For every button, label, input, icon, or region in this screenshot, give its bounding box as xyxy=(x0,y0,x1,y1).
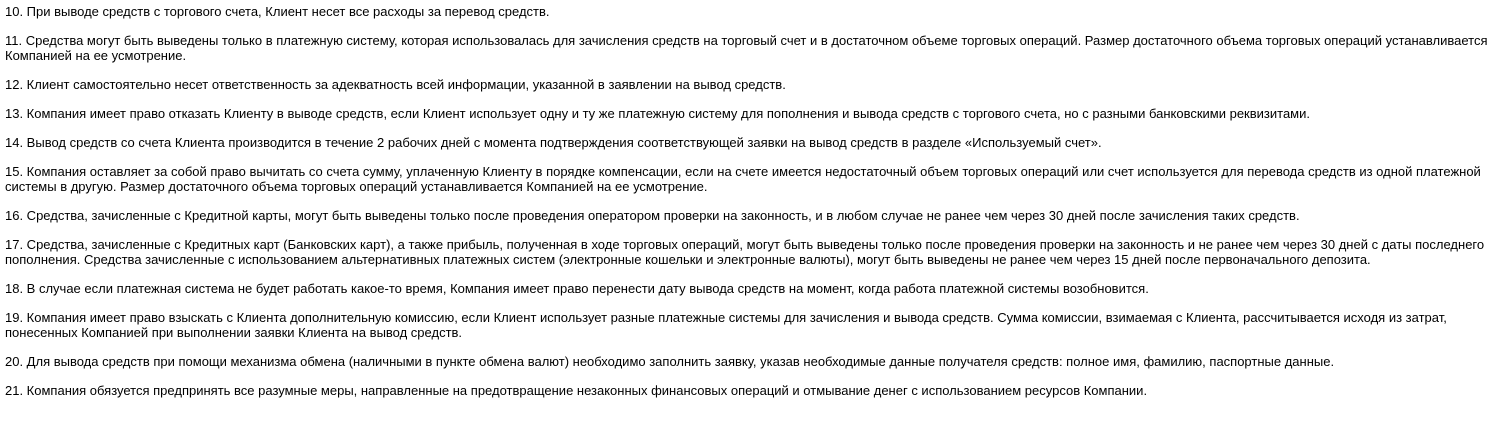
clause-17: 17. Средства, зачисленные с Кредитных карт (Банковских карт), а также прибыль, полученная в ходе торговых операций, могут быть выведены только после проведения проверки на законность и не ранее чем через 30 дней с даты последнего пополнения. Средства зачисленные с использованием альтернативных платежных систем (электронные кошельки и электронные валюты), могут быть выведены не ранее чем через 15 дней после первоначального депозита. xyxy=(5,237,1485,267)
clause-13: 13. Компания имеет право отказать Клиенту в выводе средств, если Клиент использует одну и ту же платежную систему для пополнения и вывода средств с торгового счета, но с разными банковскими реквизитами. xyxy=(5,106,1310,121)
clause-14: 14. Вывод средств со счета Клиента производится в течение 2 рабочих дней с момента подтверждения соответствующей заявки на вывод средств в разделе «Используемый счет». xyxy=(5,135,1102,150)
clause-16: 16. Средства, зачисленные с Кредитной карты, могут быть выведены только после проведения оператором проверки на законность, и в любом случае не ранее чем через 30 дней после зачисления таких средств. xyxy=(5,208,1300,223)
clause-15: 15. Компания оставляет за собой право вычитать со счета сумму, уплаченную Клиенту в порядке компенсации, если на счете имеется недостаточный объем торговых операций или счет используется для перевода средств из одной платежной системы в другую. Размер достаточного объема торговых операций устанавливается Компанией на ее усмотрение. xyxy=(5,164,1481,194)
clause-12: 12. Клиент самостоятельно несет ответственность за адекватность всей информации, указанной в заявлении на вывод средств. xyxy=(5,77,786,92)
clause-20: 20. Для вывода средств при помощи механизма обмена (наличными в пункте обмена валют) необходимо заполнить заявку, указав необходимые данные получателя средств: полное имя, фамилию, паспортные данные. xyxy=(5,354,1335,369)
clause-21: 21. Компания обязуется предпринять все разумные меры, направленные на предотвращение незаконных финансовых операций и отмывание денег с использованием ресурсов Компании. xyxy=(5,383,1148,398)
clause-11: 11. Средства могут быть выведены только в платежную систему, которая использовалась для зачисления средств на торговый счет и в достаточном объеме торговых операций. Размер достаточного объема торговых операций устанавливается Компанией на ее усмотрение. xyxy=(5,33,1488,63)
clause-19: 19. Компания имеет право взыскать с Клиента дополнительную комиссию, если Клиент использует разные платежные системы для зачисления и вывода средств. Сумма комиссии, взимаемая с Клиента, рассчитывается исходя из затрат, понесенных Компанией при выполнении заявки Клиента на вывод средств. xyxy=(5,310,1447,340)
clause-18: 18. В случае если платежная система не будет работать какое-то время, Компания имеет право перенести дату вывода средств на момент, когда работа платежной системы возобновится. xyxy=(5,281,1149,296)
clause-10: 10. При выводе средств с торгового счета, Клиент несет все расходы за перевод средств. xyxy=(5,4,550,19)
